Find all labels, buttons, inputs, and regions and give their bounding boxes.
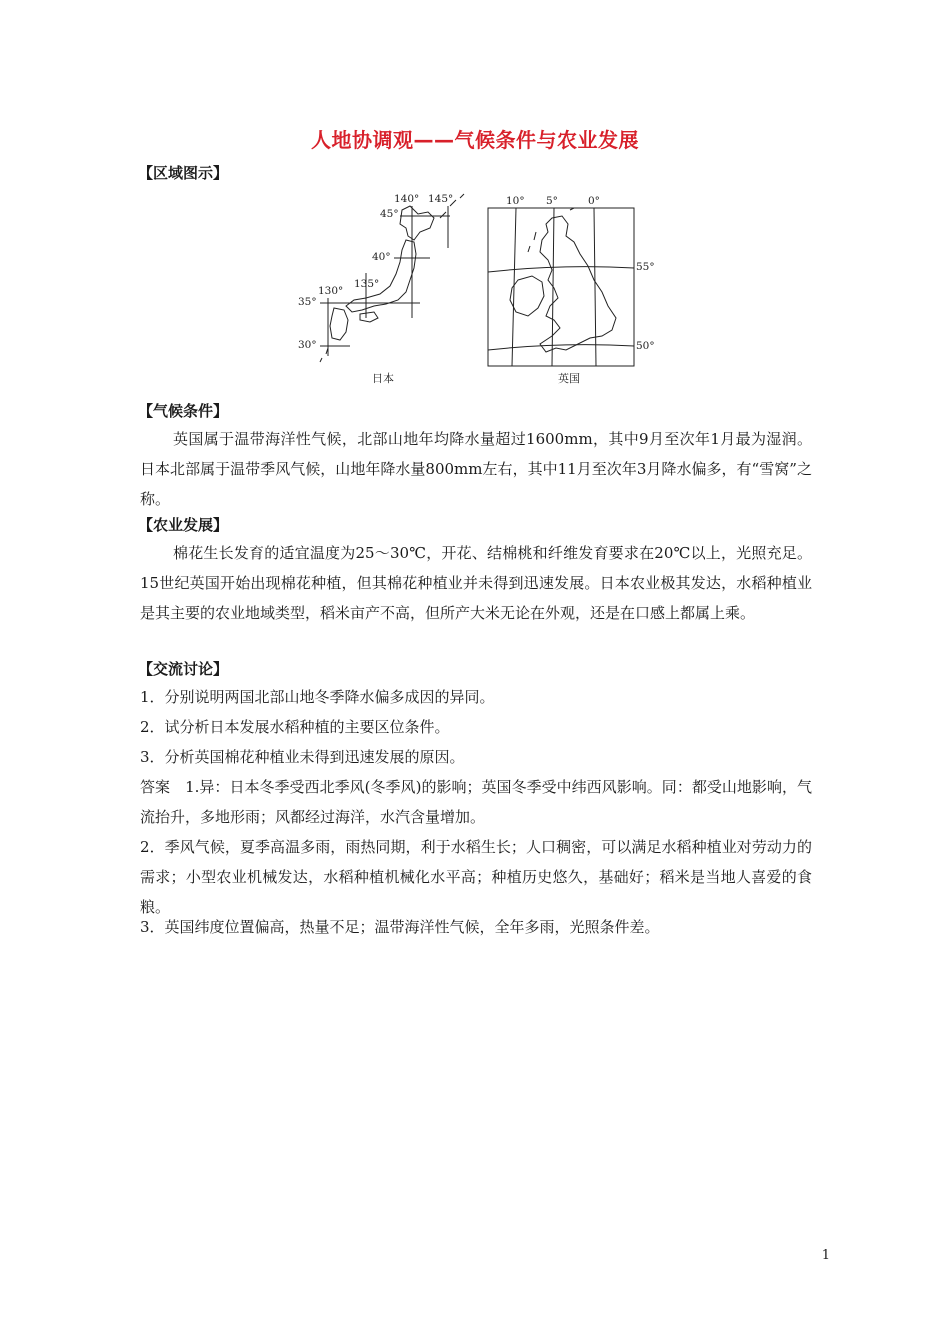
question-item: 3．分析英国棉花种植业未得到迅速发展的原因。 (140, 748, 465, 766)
section-heading-climate: 【气候条件】 (138, 402, 229, 420)
uk-label: 0° (588, 195, 600, 207)
uk-map (488, 208, 634, 366)
kyushu-outline (330, 308, 348, 340)
climate-paragraph: 英国属于温带海洋性气候，北部山地年均降水量超过1600mm，其中9月至次年1月最为湿润。日本北部属于温带季风气候，山地年降水量800mm左右，其中11月至次年3月降水偏多，有“雪窝”之称。 (140, 430, 812, 508)
answer-item: 答案 1.异：日本冬季受西北季风(冬季风)的影响；英国冬季受中纬西风影响。同：都受山地影响，气流抬升，多地形雨；风都经过海洋，水汽含量增加。 (140, 778, 812, 826)
uk-caption: 英国 (558, 372, 580, 385)
uk-label: 5° (546, 195, 558, 207)
hokkaido-outline (400, 206, 434, 240)
uk-meridian-0 (594, 208, 596, 366)
section-heading-discussion: 【交流讨论】 (138, 660, 229, 678)
japan-caption: 日本 (372, 372, 394, 385)
answer-item: 2．季风气候，夏季高温多雨，雨热同期，利于水稻生长；人口稠密，可以满足水稻种植业对劳动力的需求；小型农业机械发达，水稻种植机械化水平高；种植历史悠久，基础好；稻米是当地人喜爱的食粮。 (140, 838, 812, 916)
uk-parallel-55 (488, 267, 634, 272)
maps-svg (290, 188, 660, 388)
japan-label: 140° (394, 193, 420, 205)
region-maps-figure (290, 188, 660, 388)
shikoku-outline (360, 312, 378, 322)
japan-label: 135° (354, 278, 380, 290)
ryukyu-islands (320, 348, 328, 362)
uk-map-frame (488, 208, 634, 366)
question-item: 1．分别说明两国北部山地冬季降水偏多成因的异同。 (140, 688, 495, 706)
section-heading-region: 【区域图示】 (138, 164, 229, 182)
page-title: 人地协调观——气候条件与农业发展 (311, 128, 639, 152)
uk-label: 10° (506, 195, 525, 207)
japan-label: 145° (428, 193, 454, 205)
great-britain-outline (540, 216, 616, 352)
uk-label: 55° (636, 261, 655, 273)
uk-label: 50° (636, 340, 655, 352)
japan-label: 35° (298, 296, 317, 308)
answer-item: 3．英国纬度位置偏高，热量不足；温带海洋性气候，全年多雨，光照条件差。 (140, 918, 660, 936)
japan-label: 130° (318, 285, 344, 297)
agriculture-paragraph: 棉花生长发育的适宜温度为25～30℃，开花、结棉桃和纤维发育要求在20℃以上，光照充足。15世纪英国开始出现棉花种植，但其棉花种植业并未得到迅速发展。日本农业极其发达，水稻种植业是其主要的农业地域类型，稻米亩产不高，但所产大米无论在外观，还是在口感上都属上乘。 (140, 544, 812, 622)
japan-label: 45° (380, 208, 399, 220)
ireland-outline (510, 276, 544, 316)
japan-label: 30° (298, 339, 317, 351)
question-item: 2．试分析日本发展水稻种植的主要区位条件。 (140, 718, 450, 736)
section-heading-agriculture: 【农业发展】 (138, 516, 229, 534)
japan-label: 40° (372, 251, 391, 263)
page-number: 1 (821, 1248, 830, 1263)
